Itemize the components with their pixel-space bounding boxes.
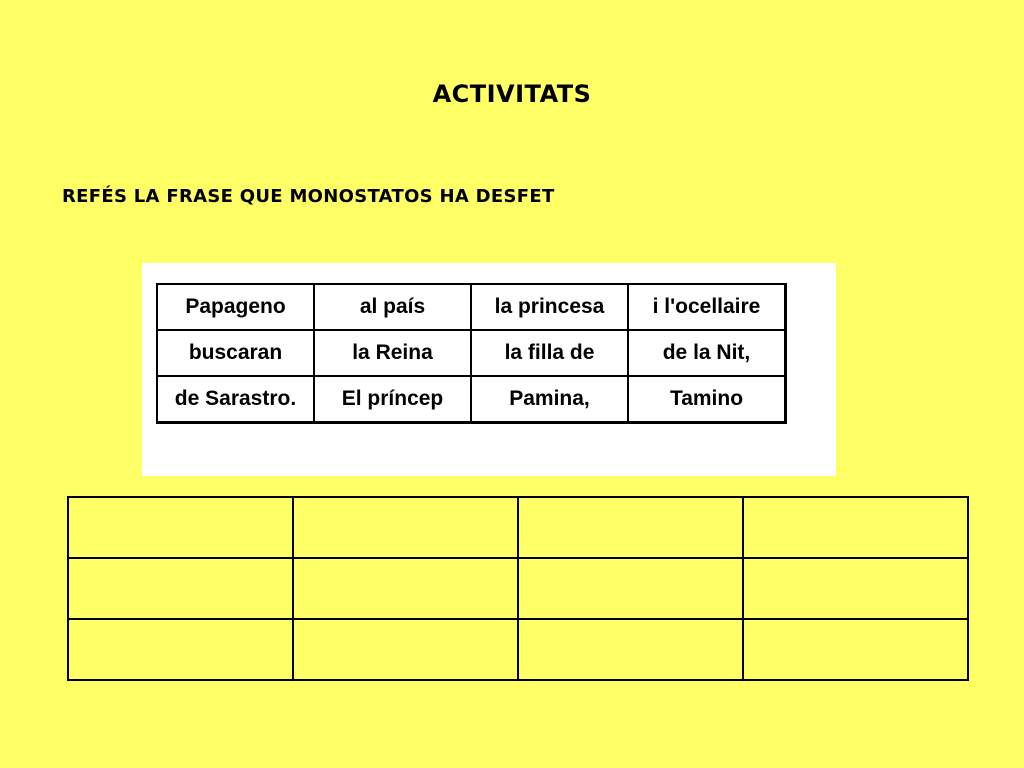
instruction-text: REFÉS LA FRASE QUE MONOSTATOS HA DESFET xyxy=(62,186,555,207)
word-cell: la filla de xyxy=(471,330,628,376)
word-cell: Tamino xyxy=(628,376,786,423)
answer-cell[interactable] xyxy=(68,497,293,558)
word-row xyxy=(157,376,786,423)
answer-cell[interactable] xyxy=(518,558,743,619)
word-cell: de Sarastro. xyxy=(157,376,314,423)
word-cell: buscaran xyxy=(157,330,314,376)
answer-cell[interactable] xyxy=(293,558,518,619)
answer-cell[interactable] xyxy=(743,497,968,558)
word-cell: al país xyxy=(314,284,471,330)
word-row xyxy=(157,284,786,330)
answer-cell[interactable] xyxy=(743,619,968,680)
word-cell: i l'ocellaire xyxy=(628,284,786,330)
answer-cell[interactable] xyxy=(68,619,293,680)
answer-cell[interactable] xyxy=(743,558,968,619)
answer-cell[interactable] xyxy=(518,619,743,680)
answer-row xyxy=(68,619,968,680)
answer-row xyxy=(68,558,968,619)
word-cell: la princesa xyxy=(471,284,628,330)
word-cell: de la Nit, xyxy=(628,330,786,376)
answer-row xyxy=(68,497,968,558)
answer-cell[interactable] xyxy=(293,497,518,558)
word-cell: la Reina xyxy=(314,330,471,376)
answer-table xyxy=(67,496,969,681)
word-table xyxy=(156,283,787,424)
answer-cell[interactable] xyxy=(518,497,743,558)
word-cell: Papageno xyxy=(157,284,314,330)
answer-cell[interactable] xyxy=(293,619,518,680)
word-cell: Pamina, xyxy=(471,376,628,423)
page-title: ACTIVITATS xyxy=(432,80,592,108)
word-cell: El príncep xyxy=(314,376,471,423)
word-table-panel xyxy=(142,263,836,476)
answer-cell[interactable] xyxy=(68,558,293,619)
word-row xyxy=(157,330,786,376)
